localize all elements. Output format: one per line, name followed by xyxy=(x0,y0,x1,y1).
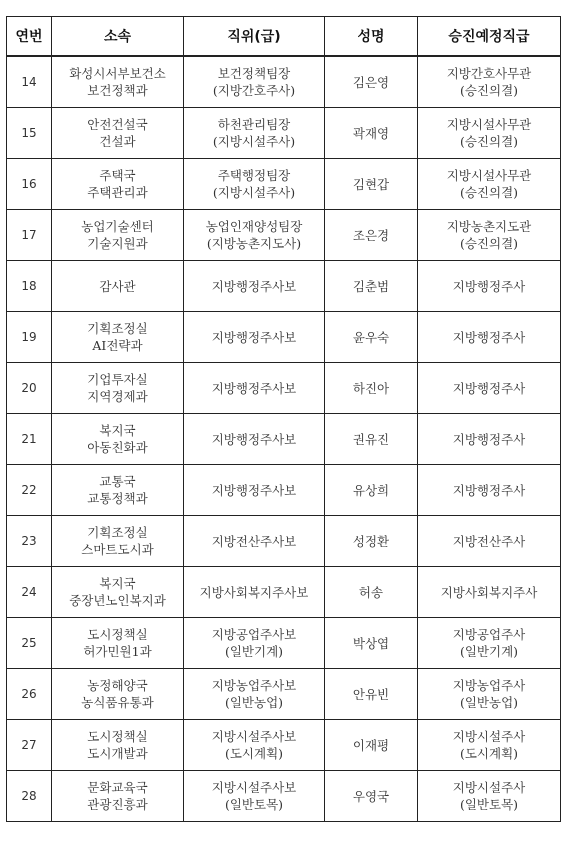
row-promotion-line: 지방행정주사 xyxy=(452,482,526,498)
row-promotion xyxy=(418,210,561,261)
row-promotion xyxy=(418,108,561,159)
row-promotion-line: (승진의결) xyxy=(459,185,519,200)
row-name-line: 안유빈 xyxy=(352,686,390,702)
row-name-line: 권유진 xyxy=(352,431,390,447)
table-row xyxy=(7,312,561,363)
row-dept-line: 도시정책실 xyxy=(87,627,148,642)
row-promotion xyxy=(418,465,561,516)
row-position xyxy=(184,771,325,822)
row-dept xyxy=(52,771,184,822)
row-promotion xyxy=(418,771,561,822)
table-row xyxy=(7,465,561,516)
row-dept xyxy=(52,414,184,465)
row-dept xyxy=(52,312,184,363)
row-dept-line: 문화교육국 xyxy=(87,780,148,795)
row-dept-line: 안전건설국 xyxy=(87,117,148,132)
row-name xyxy=(325,618,418,669)
row-no xyxy=(7,567,52,618)
row-no-line: 24 xyxy=(21,584,37,599)
row-dept-line: 농식품유통과 xyxy=(81,695,154,710)
row-name xyxy=(325,56,418,108)
row-position-line: (일반토목) xyxy=(224,797,284,812)
row-name-line: 곽재영 xyxy=(352,125,390,141)
row-name-line: 우영국 xyxy=(352,788,390,804)
row-promotion-line: 지방행정주사 xyxy=(452,431,526,447)
row-position-line: 주택행정팀장 xyxy=(217,168,291,183)
row-promotion-line: 지방행정주사 xyxy=(452,278,526,294)
row-promotion-line: (승진의결) xyxy=(459,134,519,149)
row-dept xyxy=(52,159,184,210)
row-position-line: (지방간호주사) xyxy=(212,83,296,98)
row-promotion-line: 지방전산주사 xyxy=(452,533,526,549)
row-no-line: 27 xyxy=(21,737,37,752)
row-position xyxy=(184,108,325,159)
row-no-line: 19 xyxy=(21,329,37,344)
row-dept-line: 관광진흥과 xyxy=(87,797,148,812)
header-row xyxy=(7,17,561,57)
row-name xyxy=(325,261,418,312)
row-name xyxy=(325,414,418,465)
row-no xyxy=(7,465,52,516)
row-position-line: (일반농업) xyxy=(224,695,284,710)
row-promotion-line: 지방사회복지주사 xyxy=(440,584,538,600)
row-no xyxy=(7,771,52,822)
row-dept-line: AI전략과 xyxy=(92,338,143,353)
row-dept-line: 도시개발과 xyxy=(87,746,148,761)
row-promotion-line: 지방시설주사 xyxy=(452,780,526,795)
row-dept-line: 복지국 xyxy=(99,576,136,591)
row-dept-line: 주택국 xyxy=(99,168,136,183)
row-position-line: 지방농업주사보 xyxy=(211,678,297,693)
row-promotion-line: 지방시설사무관 xyxy=(446,117,532,132)
table-row xyxy=(7,261,561,312)
row-promotion-line: 지방공업주사 xyxy=(452,627,526,642)
row-promotion-line: (도시계획) xyxy=(459,746,519,761)
row-name xyxy=(325,465,418,516)
row-no xyxy=(7,618,52,669)
row-position xyxy=(184,56,325,108)
row-name xyxy=(325,516,418,567)
row-position-line: 지방전산주사보 xyxy=(211,533,297,549)
row-dept xyxy=(52,465,184,516)
row-name-line: 김현갑 xyxy=(352,176,390,192)
row-no-line: 26 xyxy=(21,686,37,701)
row-position-line: (일반기계) xyxy=(224,644,284,659)
row-dept-line: 기업투자실 xyxy=(87,372,148,387)
row-position xyxy=(184,363,325,414)
row-no xyxy=(7,669,52,720)
row-promotion xyxy=(418,618,561,669)
table-row xyxy=(7,516,561,567)
row-promotion xyxy=(418,261,561,312)
row-no xyxy=(7,261,52,312)
row-promotion-line: 지방시설사무관 xyxy=(446,168,532,183)
row-position-line: 지방행정주사보 xyxy=(211,380,297,396)
row-position-line: (지방시설주사) xyxy=(212,134,296,149)
row-name xyxy=(325,312,418,363)
table-row xyxy=(7,363,561,414)
header-position: 직위(급) xyxy=(184,17,325,57)
row-no xyxy=(7,210,52,261)
row-promotion-line: (일반농업) xyxy=(459,695,519,710)
row-dept-line: 보건정책과 xyxy=(87,83,148,98)
row-dept xyxy=(52,56,184,108)
row-dept-line: 중장년노인복지과 xyxy=(69,593,166,608)
row-dept-line: 주택관리과 xyxy=(87,185,148,200)
row-name-line: 허송 xyxy=(358,584,384,600)
row-promotion xyxy=(418,363,561,414)
row-position-line: (지방농촌지도사) xyxy=(206,236,302,251)
row-promotion-line: (승진의결) xyxy=(459,236,519,251)
row-dept-line: 스마트도시과 xyxy=(81,542,154,557)
row-position-line: 지방공업주사보 xyxy=(211,627,297,642)
row-position-line: (도시계획) xyxy=(224,746,284,761)
row-dept-line: 화성시서부보건소 xyxy=(69,66,166,81)
row-promotion xyxy=(418,720,561,771)
row-no xyxy=(7,363,52,414)
row-promotion xyxy=(418,56,561,108)
row-promotion-line: 지방농촌지도관 xyxy=(446,219,532,234)
row-no-line: 17 xyxy=(21,227,37,242)
table-row xyxy=(7,56,561,108)
row-dept-line: 지역경제과 xyxy=(87,389,148,404)
row-position xyxy=(184,261,325,312)
row-dept xyxy=(52,210,184,261)
row-dept xyxy=(52,720,184,771)
row-name xyxy=(325,363,418,414)
row-position-line: 농업인재양성팀장 xyxy=(205,219,303,234)
table-row xyxy=(7,771,561,822)
row-name xyxy=(325,159,418,210)
table-row xyxy=(7,414,561,465)
row-name xyxy=(325,567,418,618)
row-promotion xyxy=(418,567,561,618)
row-dept-line: 기술지원과 xyxy=(87,236,148,251)
row-dept-line: 농정해양국 xyxy=(87,678,148,693)
row-position-line: 지방행정주사보 xyxy=(211,329,297,345)
row-name-line: 이재평 xyxy=(352,737,390,753)
row-no xyxy=(7,312,52,363)
row-promotion xyxy=(418,414,561,465)
row-position xyxy=(184,210,325,261)
row-dept-line: 교통국 xyxy=(99,474,136,489)
row-promotion xyxy=(418,159,561,210)
row-position xyxy=(184,669,325,720)
row-dept-line: 건설과 xyxy=(99,134,136,149)
row-promotion-line: 지방시설주사 xyxy=(452,729,526,744)
table-row xyxy=(7,159,561,210)
row-promotion-line: 지방간호사무관 xyxy=(446,66,532,81)
row-dept xyxy=(52,618,184,669)
row-no xyxy=(7,56,52,108)
row-no xyxy=(7,414,52,465)
row-position-line: 지방시설주사보 xyxy=(211,729,297,744)
row-name-line: 유상희 xyxy=(352,482,390,498)
row-name xyxy=(325,771,418,822)
row-position-line: 지방행정주사보 xyxy=(211,482,297,498)
row-dept-line: 기획조정실 xyxy=(87,525,148,540)
row-promotion-line: 지방농업주사 xyxy=(452,678,526,693)
row-no-line: 22 xyxy=(21,482,37,497)
row-promotion xyxy=(418,669,561,720)
row-name xyxy=(325,108,418,159)
row-position xyxy=(184,720,325,771)
table-row xyxy=(7,567,561,618)
header-no: 연번 xyxy=(7,17,52,57)
row-dept xyxy=(52,516,184,567)
row-no-line: 14 xyxy=(21,74,37,89)
row-position-line: 지방사회복지주사보 xyxy=(199,584,309,600)
row-no xyxy=(7,720,52,771)
row-position xyxy=(184,567,325,618)
row-no-line: 20 xyxy=(21,380,37,395)
row-dept-line: 허가민원1과 xyxy=(83,644,152,659)
row-name-line: 박상엽 xyxy=(352,635,390,651)
row-name-line: 윤우숙 xyxy=(352,329,390,345)
row-promotion-line: 지방행정주사 xyxy=(452,380,526,396)
row-no-line: 25 xyxy=(21,635,37,650)
row-position-line: 지방시설주사보 xyxy=(211,780,297,795)
row-name xyxy=(325,669,418,720)
row-position xyxy=(184,159,325,210)
row-no xyxy=(7,159,52,210)
table-row xyxy=(7,720,561,771)
table-body xyxy=(7,56,561,822)
header-name: 성명 xyxy=(325,17,418,57)
promotion-table xyxy=(6,16,561,822)
row-position-line: 지방행정주사보 xyxy=(211,431,297,447)
header-dept: 소속 xyxy=(52,17,184,57)
row-no-line: 16 xyxy=(21,176,37,191)
row-promotion-line: (일반기계) xyxy=(459,644,519,659)
row-position-line: (지방시설주사) xyxy=(212,185,296,200)
row-promotion-line: (승진의결) xyxy=(459,83,519,98)
table-row xyxy=(7,669,561,720)
row-dept-line: 복지국 xyxy=(99,423,136,438)
row-promotion xyxy=(418,516,561,567)
row-name-line: 하진아 xyxy=(352,380,390,396)
row-dept xyxy=(52,261,184,312)
row-dept-line: 교통정책과 xyxy=(87,491,148,506)
row-position xyxy=(184,516,325,567)
row-name-line: 김은영 xyxy=(352,74,390,90)
row-no-line: 21 xyxy=(21,431,37,446)
row-position-line: 지방행정주사보 xyxy=(211,278,297,294)
row-dept-line: 농업기술센터 xyxy=(81,219,154,234)
row-no-line: 15 xyxy=(21,125,37,140)
row-no xyxy=(7,516,52,567)
row-position xyxy=(184,414,325,465)
row-name-line: 성정환 xyxy=(352,533,390,549)
row-dept-line: 감사관 xyxy=(99,278,136,294)
row-position-line: 하천관리팀장 xyxy=(217,117,291,132)
row-position xyxy=(184,465,325,516)
row-no-line: 28 xyxy=(21,788,37,803)
row-promotion xyxy=(418,312,561,363)
row-dept xyxy=(52,108,184,159)
row-dept xyxy=(52,669,184,720)
row-dept-line: 기획조정실 xyxy=(87,321,148,336)
row-dept xyxy=(52,363,184,414)
row-position xyxy=(184,618,325,669)
row-no-line: 18 xyxy=(21,278,37,293)
row-position xyxy=(184,312,325,363)
table-row xyxy=(7,108,561,159)
row-name-line: 김춘범 xyxy=(352,278,390,294)
row-dept-line: 도시정책실 xyxy=(87,729,148,744)
table-row xyxy=(7,210,561,261)
row-name xyxy=(325,720,418,771)
row-dept-line: 아동친화과 xyxy=(87,440,148,455)
row-promotion-line: (일반토목) xyxy=(459,797,519,812)
row-no-line: 23 xyxy=(21,533,37,548)
row-name-line: 조은경 xyxy=(352,227,390,243)
row-promotion-line: 지방행정주사 xyxy=(452,329,526,345)
row-dept xyxy=(52,567,184,618)
table-row xyxy=(7,618,561,669)
row-position-line: 보건정책팀장 xyxy=(217,66,291,81)
row-no xyxy=(7,108,52,159)
row-name xyxy=(325,210,418,261)
header-promotion: 승진예정직급 xyxy=(418,17,561,57)
